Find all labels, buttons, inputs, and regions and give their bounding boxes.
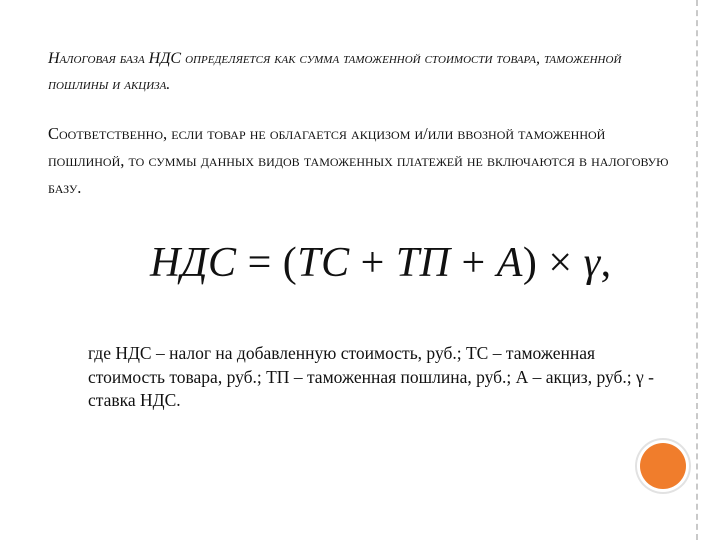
formula-plus-2: + [450, 240, 497, 286]
decorative-orange-circle [640, 443, 686, 489]
paragraph-exclusions: Соответственно, если товар не облагается акцизом и/или ввозной таможенной пошлиной, то суммы данных видов таможенных платежей не включаются в налоговую базу. [48, 124, 669, 197]
formula-term-ts: ТС [297, 240, 350, 286]
formula-term-tp: ТП [395, 240, 451, 286]
formula-plus-1: + [349, 240, 396, 286]
formula-equals-open: = ( [236, 240, 298, 286]
formula-close-times: ) × [522, 240, 584, 286]
formula-comma: , [600, 240, 612, 286]
formula-lhs: НДС [150, 240, 237, 286]
formula-term-a: А [496, 240, 523, 286]
vat-formula [150, 233, 612, 293]
formula-explanation: где НДС – налог на добавленную стоимость, руб.; ТС – таможенная стоимость товара, руб.; ТП – таможенная пошлина, руб.; А – акциз, руб.; γ - ставка НДС. [88, 343, 654, 410]
slide-border-line [696, 0, 698, 540]
paragraph-tax-base: Налоговая база НДС определяется как сумма таможенной стоимости товара, таможенной пошлины и акциза. [48, 50, 622, 93]
formula-rate: γ [583, 240, 601, 286]
